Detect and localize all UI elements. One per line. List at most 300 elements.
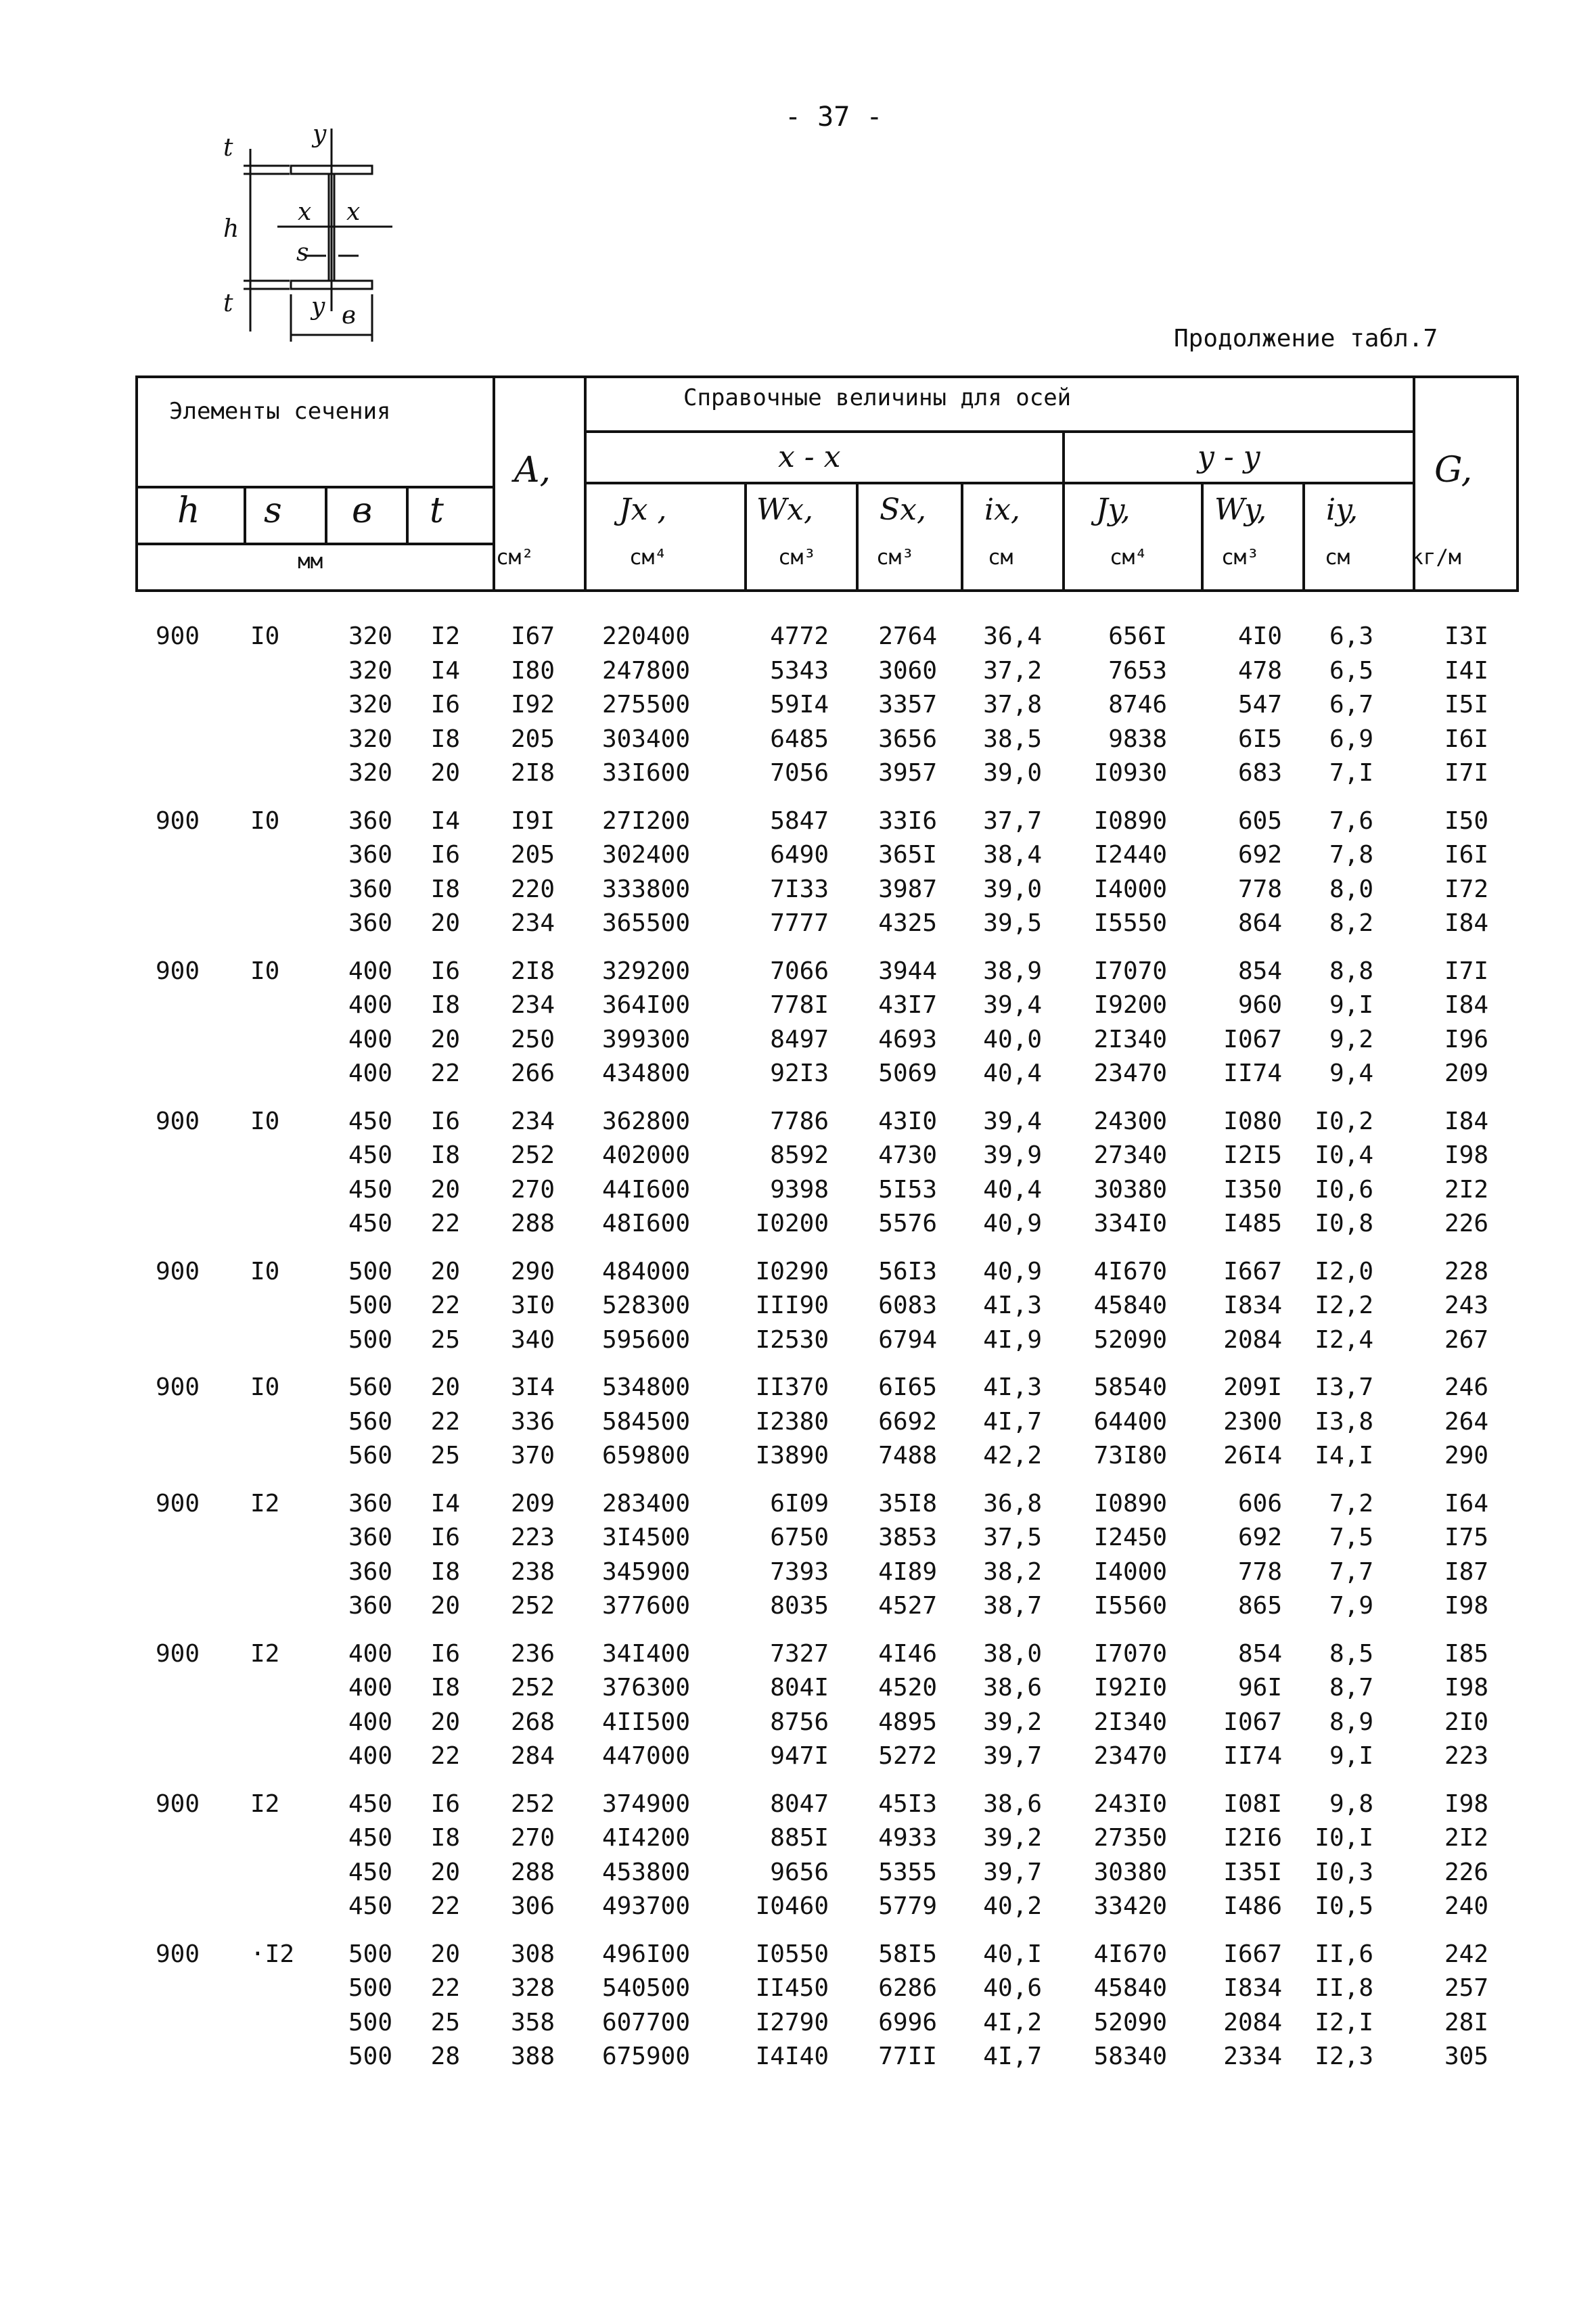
cell-Wy: I2I6: [1223, 1824, 1282, 1852]
cell-Ix: 376300: [601, 1674, 690, 1702]
cell-A: 3I0: [510, 1292, 555, 1319]
cell-Iy: I9200: [1093, 991, 1167, 1019]
cell-iy: 9,2: [1329, 1025, 1373, 1053]
cell-Wx: I2790: [755, 2008, 829, 2036]
cell-ix: 39,0: [983, 759, 1042, 787]
cell-Wy: I667: [1223, 1940, 1282, 1968]
cell-Wy: 778: [1237, 875, 1282, 903]
cell-t: I6: [430, 841, 460, 869]
header-elements: Элементы сечения: [169, 398, 391, 425]
cell-t: 20: [430, 1592, 460, 1620]
cell-b: 400: [348, 1059, 392, 1087]
cell-Sx: 4895: [878, 1708, 937, 1736]
cell-iy: 7,2: [1329, 1489, 1373, 1518]
header-divider: [1062, 430, 1065, 592]
table-row: [0, 1940, 1596, 1975]
cell-A: 336: [510, 1407, 555, 1436]
cell-G: 228: [1444, 1257, 1488, 1285]
cell-t: 28: [430, 2043, 460, 2070]
cell-A: 284: [510, 1742, 555, 1770]
cell-Sx: 43I0: [878, 1107, 937, 1135]
cell-A: 238: [510, 1557, 555, 1586]
cell-A: 2I8: [510, 957, 555, 985]
cell-ix: 4I,9: [983, 1325, 1042, 1354]
cell-ix: 40,4: [983, 1175, 1042, 1204]
header-iy: iy,: [1326, 493, 1359, 527]
cell-Sx: 5272: [878, 1742, 937, 1770]
cell-A: 370: [510, 1442, 555, 1469]
cell-G: 290: [1444, 1442, 1488, 1469]
cell-A: 308: [510, 1940, 555, 1968]
header-divider: [244, 486, 246, 543]
header-divider: [493, 375, 495, 592]
cell-Iy: 9838: [1108, 725, 1167, 753]
header-Sx: Sx,: [880, 493, 926, 527]
cell-Wx: 7786: [770, 1107, 829, 1135]
cell-Ix: 365500: [601, 909, 690, 937]
cell-b: 560: [348, 1442, 392, 1469]
cell-iy: I4,I: [1315, 1442, 1373, 1469]
cell-G: I84: [1444, 991, 1488, 1019]
cell-ix: 39,4: [983, 1107, 1042, 1135]
cell-ix: 36,4: [983, 622, 1042, 650]
cell-t: I2: [430, 622, 460, 650]
cell-b: 500: [348, 2043, 392, 2070]
cell-iy: 7,I: [1329, 759, 1373, 787]
cell-Iy: I92I0: [1093, 1674, 1167, 1702]
cell-Sx: 4I89: [878, 1557, 937, 1586]
cell-h: 900: [155, 957, 200, 985]
cell-ix: 40,9: [983, 1257, 1042, 1285]
cell-t: 22: [430, 1974, 460, 2002]
cell-Wx: I0550: [755, 1940, 829, 1968]
cell-ix: 40,I: [983, 1940, 1042, 1968]
cell-G: I6I: [1444, 725, 1488, 753]
cell-Wx: 6490: [770, 841, 829, 869]
cell-Wx: 5343: [770, 656, 829, 685]
header-t: t: [430, 491, 444, 531]
cell-G: 223: [1444, 1742, 1488, 1770]
cell-ix: 36,8: [983, 1489, 1042, 1518]
cell-Iy: 2I340: [1093, 1025, 1167, 1053]
cell-Iy: I0930: [1093, 759, 1167, 787]
cell-b: 450: [348, 1141, 392, 1169]
cell-Ix: 528300: [601, 1292, 690, 1319]
cell-A: 288: [510, 1858, 555, 1886]
cell-iy: I2,2: [1315, 1292, 1373, 1319]
cell-Iy: 58540: [1093, 1373, 1167, 1401]
cell-Iy: 52090: [1093, 2008, 1167, 2036]
cell-A: I67: [510, 622, 555, 650]
cell-Ix: 484000: [601, 1257, 690, 1285]
cell-Wy: 26I4: [1223, 1442, 1282, 1469]
cell-Sx: 6286: [878, 1974, 937, 2002]
cell-A: 234: [510, 909, 555, 937]
cell-Iy: I4000: [1093, 875, 1167, 903]
cell-h: 900: [155, 1789, 200, 1818]
cell-Wy: 2084: [1223, 2008, 1282, 2036]
cell-h: 900: [155, 1489, 200, 1518]
cell-iy: 8,2: [1329, 909, 1373, 937]
cell-Ix: 362800: [601, 1107, 690, 1135]
cell-Wy: 2300: [1223, 1407, 1282, 1436]
cell-Wy: I35I: [1223, 1858, 1282, 1886]
table-row: [0, 1326, 1596, 1361]
table-row: [0, 1859, 1596, 1893]
cell-G: I84: [1444, 1107, 1488, 1135]
cell-Ix: 329200: [601, 957, 690, 985]
cell-G: 2I0: [1444, 1708, 1488, 1736]
cell-Ix: 33I600: [601, 759, 690, 787]
header-divider: [1302, 482, 1305, 592]
cell-G: 242: [1444, 1940, 1488, 1968]
cell-Ix: 434800: [601, 1059, 690, 1087]
cell-ix: 37,5: [983, 1524, 1042, 1551]
header-divider: [135, 486, 494, 488]
cell-b: 450: [348, 1789, 392, 1818]
table-row: [0, 1176, 1596, 1210]
diagram-label-t-top: t: [223, 134, 233, 162]
table-row: [0, 1742, 1596, 1777]
cell-Sx: 33I6: [878, 806, 937, 835]
cell-Ix: 275500: [601, 691, 690, 719]
cell-t: I4: [430, 806, 460, 835]
cell-Ix: 496I00: [601, 1940, 690, 1968]
cell-iy: 6,7: [1329, 691, 1373, 719]
cell-Ix: 595600: [601, 1325, 690, 1354]
header-Ix: Jx ,: [619, 493, 667, 527]
cell-Iy: 8746: [1108, 691, 1167, 719]
cell-Wy: 692: [1237, 1524, 1282, 1551]
cell-Ix: 659800: [601, 1442, 690, 1469]
table-row: [0, 1824, 1596, 1859]
cell-Ix: 333800: [601, 875, 690, 903]
cell-iy: 8,7: [1329, 1674, 1373, 1702]
cell-Wx: 8592: [770, 1141, 829, 1169]
cell-Wy: 778: [1237, 1557, 1282, 1586]
cell-Iy: 24300: [1093, 1107, 1167, 1135]
header-b: в: [352, 491, 373, 531]
header-Wx: Wx,: [756, 493, 814, 527]
cell-Sx: 3656: [878, 725, 937, 753]
cell-Wx: 8497: [770, 1025, 829, 1053]
cell-G: I64: [1444, 1489, 1488, 1518]
cell-G: I4I: [1444, 656, 1488, 685]
cell-t: I4: [430, 656, 460, 685]
cell-Wy: 854: [1237, 1639, 1282, 1668]
cell-t: 22: [430, 1292, 460, 1319]
cell-Wy: 209I: [1223, 1373, 1282, 1401]
cell-b: 560: [348, 1373, 392, 1401]
header-unit-cm4-x: см⁴: [629, 545, 667, 570]
header-unit-kgm: кг/м: [1411, 545, 1461, 570]
cell-Iy: I5560: [1093, 1592, 1167, 1620]
table-row: [0, 657, 1596, 691]
table-row: [0, 909, 1596, 944]
table-row: [0, 991, 1596, 1026]
header-divider: [135, 543, 494, 545]
cell-t: 20: [430, 909, 460, 937]
cell-t: 20: [430, 759, 460, 787]
cell-G: 2I2: [1444, 1175, 1488, 1204]
cell-Iy: 27340: [1093, 1141, 1167, 1169]
header-divider: [1201, 482, 1204, 592]
cell-G: I3I: [1444, 622, 1488, 650]
cell-Iy: 23470: [1093, 1742, 1167, 1770]
header-unit-cm3-wy: см³: [1221, 545, 1259, 570]
cell-b: 500: [348, 1257, 392, 1285]
cell-iy: I3,7: [1315, 1373, 1373, 1401]
cell-t: 20: [430, 1940, 460, 1968]
cell-G: 240: [1444, 1892, 1488, 1920]
cell-Ix: 44I600: [601, 1175, 690, 1204]
cell-A: 236: [510, 1639, 555, 1668]
cell-Sx: 77II: [878, 2043, 937, 2070]
cell-Sx: 5069: [878, 1059, 937, 1087]
cell-Wy: 2334: [1223, 2043, 1282, 2070]
cell-t: I6: [430, 691, 460, 719]
cell-Ix: 584500: [601, 1407, 690, 1436]
cell-A: 205: [510, 841, 555, 869]
table-row: [0, 1258, 1596, 1292]
table-row: [0, 1292, 1596, 1326]
table-row: [0, 725, 1596, 760]
cell-G: 264: [1444, 1407, 1488, 1436]
cell-ix: 4I,7: [983, 1407, 1042, 1436]
cell-Iy: I2450: [1093, 1524, 1167, 1551]
cell-t: 20: [430, 1373, 460, 1401]
cell-A: 223: [510, 1524, 555, 1551]
cell-iy: 6,5: [1329, 656, 1373, 685]
cell-b: 560: [348, 1407, 392, 1436]
cell-b: 500: [348, 1292, 392, 1319]
cell-b: 450: [348, 1858, 392, 1886]
table-row: [0, 875, 1596, 910]
cell-Iy: 64400: [1093, 1407, 1167, 1436]
cell-Ix: 4II500: [601, 1708, 690, 1736]
cell-Wy: I834: [1223, 1292, 1282, 1319]
cell-s: I0: [250, 622, 280, 650]
cell-Wx: I0460: [755, 1892, 829, 1920]
cell-s: I0: [250, 957, 280, 985]
cell-Sx: 4520: [878, 1674, 937, 1702]
cell-Ix: 4I4200: [601, 1824, 690, 1852]
cell-iy: I0,4: [1315, 1141, 1373, 1169]
cell-b: 500: [348, 1974, 392, 2002]
table-row: [0, 1490, 1596, 1524]
cell-Wx: 7327: [770, 1639, 829, 1668]
cell-Wx: 7393: [770, 1557, 829, 1586]
cell-ix: 39,9: [983, 1141, 1042, 1169]
cell-A: 388: [510, 2043, 555, 2070]
cell-b: 360: [348, 1592, 392, 1620]
section-group: [0, 1258, 1596, 1361]
cell-ix: 38,7: [983, 1592, 1042, 1620]
cell-iy: I2,0: [1315, 1257, 1373, 1285]
cell-t: 25: [430, 1325, 460, 1354]
cell-G: 209: [1444, 1059, 1488, 1087]
cell-ix: 39,7: [983, 1742, 1042, 1770]
cell-A: 252: [510, 1789, 555, 1818]
cell-t: 20: [430, 1175, 460, 1204]
cell-iy: I2,I: [1315, 2008, 1373, 2036]
cell-Wx: 9398: [770, 1175, 829, 1204]
cell-A: 252: [510, 1592, 555, 1620]
cell-ix: 42,2: [983, 1442, 1042, 1469]
cell-s: I0: [250, 1107, 280, 1135]
cell-Iy: 243I0: [1093, 1789, 1167, 1818]
cell-t: 20: [430, 1257, 460, 1285]
cell-Iy: 45840: [1093, 1974, 1167, 2002]
cell-Sx: 3853: [878, 1524, 937, 1551]
cell-Wx: 804I: [770, 1674, 829, 1702]
table-row: [0, 1558, 1596, 1593]
table-body: [0, 622, 1596, 2091]
cell-Ix: 399300: [601, 1025, 690, 1053]
cell-G: I50: [1444, 806, 1488, 835]
cell-Wx: I0200: [755, 1210, 829, 1237]
cell-Iy: 73I80: [1093, 1442, 1167, 1469]
cell-b: 500: [348, 1940, 392, 1968]
cell-iy: 7,6: [1329, 806, 1373, 835]
cell-iy: I0,5: [1315, 1892, 1373, 1920]
cell-G: I6I: [1444, 841, 1488, 869]
cell-Iy: 2I340: [1093, 1708, 1167, 1736]
cell-Iy: I7070: [1093, 1639, 1167, 1668]
cell-Ix: 302400: [601, 841, 690, 869]
table-row: [0, 841, 1596, 875]
cell-Iy: I0890: [1093, 806, 1167, 835]
cell-t: 25: [430, 1442, 460, 1469]
cell-s: I2: [250, 1789, 280, 1818]
cell-Sx: 3357: [878, 691, 937, 719]
table-row: [0, 1026, 1596, 1060]
section-group: [0, 1108, 1596, 1244]
cell-ix: 38,6: [983, 1674, 1042, 1702]
cell-A: 270: [510, 1824, 555, 1852]
cell-Sx: 6I65: [878, 1373, 937, 1401]
table-row: [0, 759, 1596, 794]
cell-Sx: 4325: [878, 909, 937, 937]
diagram-label-x-left: x: [298, 198, 312, 226]
cell-Wx: 6485: [770, 725, 829, 753]
table-row: [0, 1674, 1596, 1708]
cell-Ix: 283400: [601, 1489, 690, 1518]
cell-G: I5I: [1444, 691, 1488, 719]
cell-Wx: I0290: [755, 1257, 829, 1285]
cell-ix: 37,7: [983, 806, 1042, 835]
cell-s: ·I2: [250, 1940, 295, 1968]
cell-t: I8: [430, 1824, 460, 1852]
table-row: [0, 691, 1596, 725]
table-row: [0, 807, 1596, 842]
cell-t: I8: [430, 1557, 460, 1586]
cell-Iy: 30380: [1093, 1858, 1167, 1886]
cell-iy: 7,9: [1329, 1592, 1373, 1620]
page-number: - 37 -: [785, 101, 883, 133]
header-divider: [585, 482, 1414, 484]
cell-b: 400: [348, 1674, 392, 1702]
cell-b: 320: [348, 759, 392, 787]
cell-Sx: 6083: [878, 1292, 937, 1319]
cell-Sx: 56I3: [878, 1257, 937, 1285]
cell-Wy: 605: [1237, 806, 1282, 835]
cell-G: I7I: [1444, 957, 1488, 985]
cell-Sx: 35I8: [878, 1489, 937, 1518]
table-row: [0, 1059, 1596, 1094]
table-row: [0, 2009, 1596, 2043]
cell-A: 268: [510, 1708, 555, 1736]
cell-A: 252: [510, 1141, 555, 1169]
cell-Wy: 864: [1237, 909, 1282, 937]
cell-A: 266: [510, 1059, 555, 1087]
table-row: [0, 622, 1596, 657]
table-row: [0, 2043, 1596, 2077]
cell-t: I6: [430, 1524, 460, 1551]
cell-G: 2I2: [1444, 1824, 1488, 1852]
cell-G: I7I: [1444, 759, 1488, 787]
cell-A: 234: [510, 991, 555, 1019]
cell-b: 360: [348, 909, 392, 937]
cell-Wx: 8035: [770, 1592, 829, 1620]
cell-Wx: 778I: [770, 991, 829, 1019]
cell-ix: 39,7: [983, 1858, 1042, 1886]
cell-iy: I2,4: [1315, 1325, 1373, 1354]
table-row: [0, 1592, 1596, 1626]
cell-A: 340: [510, 1325, 555, 1354]
cell-s: I0: [250, 806, 280, 835]
cell-G: I75: [1444, 1524, 1488, 1551]
cell-G: I96: [1444, 1025, 1488, 1053]
cell-Sx: 4933: [878, 1824, 937, 1852]
cell-b: 400: [348, 957, 392, 985]
cell-Iy: 7653: [1108, 656, 1167, 685]
cell-h: 900: [155, 1257, 200, 1285]
diagram-label-y-top: y: [313, 120, 327, 148]
cell-A: I80: [510, 656, 555, 685]
table-row: [0, 1408, 1596, 1442]
cell-Sx: 2764: [878, 622, 937, 650]
cell-Wx: 5847: [770, 806, 829, 835]
cell-ix: 40,2: [983, 1892, 1042, 1920]
table-row: [0, 1974, 1596, 2009]
cell-ix: 38,9: [983, 957, 1042, 985]
cell-A: I9I: [510, 806, 555, 835]
cell-iy: I0,I: [1315, 1824, 1373, 1852]
cell-Sx: 58I5: [878, 1940, 937, 1968]
cell-t: I8: [430, 1674, 460, 1702]
cell-iy: I0,3: [1315, 1858, 1373, 1886]
diagram-label-b: в: [342, 302, 356, 329]
cell-iy: II,8: [1315, 1974, 1373, 2002]
cell-Wx: 947I: [770, 1742, 829, 1770]
cell-b: 450: [348, 1175, 392, 1204]
cell-Ix: 48I600: [601, 1210, 690, 1237]
cell-b: 450: [348, 1892, 392, 1920]
cell-Iy: 656I: [1108, 622, 1167, 650]
cell-Wx: 885I: [770, 1824, 829, 1852]
cell-Wy: 960: [1237, 991, 1282, 1019]
cell-t: I8: [430, 875, 460, 903]
cell-t: I6: [430, 957, 460, 985]
cell-h: 900: [155, 1107, 200, 1135]
cell-Iy: 4I670: [1093, 1940, 1167, 1968]
cell-t: 22: [430, 1892, 460, 1920]
header-Iy: Jy,: [1096, 493, 1131, 527]
cell-Sx: 5779: [878, 1892, 937, 1920]
header-divider: [744, 482, 747, 592]
cell-Ix: 345900: [601, 1557, 690, 1586]
